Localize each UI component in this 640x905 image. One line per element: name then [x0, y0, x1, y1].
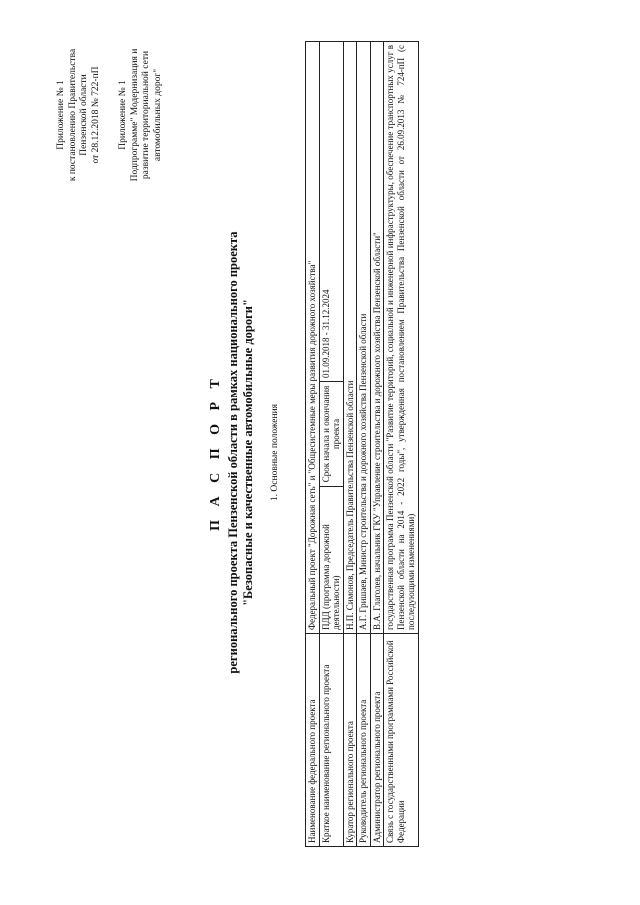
passport-table [305, 41, 419, 847]
table-row [343, 42, 357, 847]
row-value: Н.П. Симонов, Председатель Правительства Пензенской области [343, 42, 357, 634]
project-name: "Безопасные и качественные автомобильные дороги" [241, 299, 255, 606]
appendix-line: Подпрограмме" Модернизация и [129, 48, 140, 182]
appendix-line: автомобильных дорог" [152, 68, 163, 162]
row-label: Руководитель регионального проекта [357, 634, 371, 847]
table-row [370, 42, 384, 847]
document-subtitle: регионального проекта Пензенской области в рамках национального проекта [226, 231, 240, 674]
row-label: Связь с государственными программами Российской Федерации [384, 634, 419, 847]
row-label: Краткое наименование регионального проекта [319, 634, 343, 847]
appendix-line: Приложение № 1 [118, 80, 128, 150]
table-row [319, 42, 343, 847]
row-value: А.Г. Гришаев, Министр строительства и дорожного хозяйства Пензенской области [357, 42, 371, 634]
row-value: В.А. Глаголев, начальник ГКУ "Управление строительства и дорожного хозяйства Пензенской области" [370, 42, 384, 634]
table-row [384, 42, 419, 847]
row-label: Администратор регионального проекта [370, 634, 384, 847]
table-row [357, 42, 371, 847]
term-label: Срок начала и окончания проекта [319, 382, 343, 487]
row-value: Федеральный проект "Дорожная сеть" и "Общесистемные меры развития дорожного хозяйства" [306, 42, 320, 634]
subprogram-appendix-header [118, 25, 164, 205]
section-heading: 1. Основные положения [270, 403, 280, 502]
row-value: ПДД (программа дорожной деятельности) [319, 487, 343, 634]
appendix-line: от 28.12.2018 № 722-пП [90, 66, 101, 164]
appendix-line: Приложение № 1 [56, 80, 66, 150]
appendix-line: Пензенской области [79, 74, 89, 156]
term-value: 01.09.2018 - 31.12.2024 [319, 42, 343, 382]
appendix-line: развитие территориальной сети [141, 50, 151, 180]
row-value: государственная программа Пензенской области "Развитие территорий, социальной и инженерной инфраструктуры, обеспечение транспортных услуг в Пензенской области на 2014 - 2022 годы", утвержденная постановлением Правительства Пензенской области от 26.09.2013 № 724-пП (с последующими изменениями) [384, 42, 419, 634]
appendix-line: к постановлению Правительства [67, 48, 78, 182]
row-label: Наименование федерального проекта [306, 634, 320, 847]
table-row [306, 42, 320, 847]
document-title: П А С П О Р Т [208, 374, 223, 531]
row-label: Куратор регионального проекта [343, 634, 357, 847]
appendix-header [56, 25, 102, 205]
